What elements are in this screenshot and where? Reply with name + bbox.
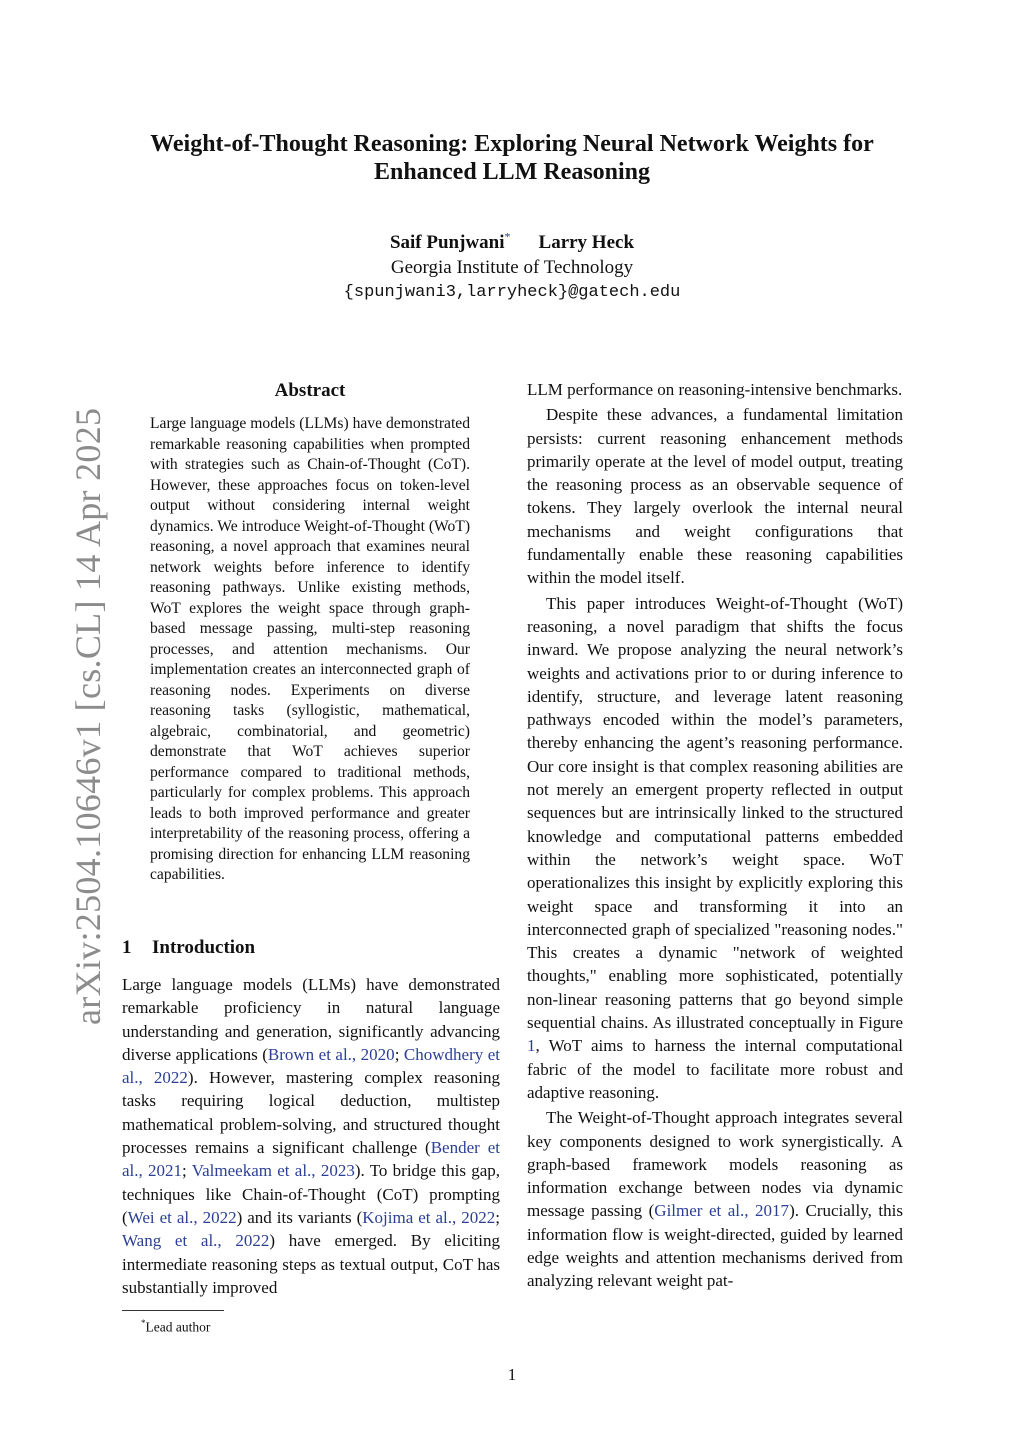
arxiv-stamp xyxy=(28,407,108,1025)
text-run: , WoT aims to harness the internal computational fabric of the model to facilitate more robust and adaptive reasoning. xyxy=(527,1036,903,1102)
footnote xyxy=(141,1314,210,1337)
text-run: ). To bridge this gap, techniques like Chain-of-Thought (CoT) prompting ( xyxy=(122,1161,500,1227)
introduction-section xyxy=(122,937,500,1299)
author-1: Saif Punjwani xyxy=(389,232,505,253)
citation-link[interactable]: Wang et al., 2022 xyxy=(122,1231,270,1251)
right-column xyxy=(527,378,903,1293)
text-run: The Weight-of-Thought approach integrates several key components designed to work synergistically. A graph-based framework models reasoning as information exchange between nodes via dynamic message passing ( xyxy=(527,1108,903,1221)
citation-link[interactable]: Chowdhery et al., 2022 xyxy=(122,1044,500,1088)
continued-paragraph: LLM performance on reasoning-intensive benchmarks. xyxy=(527,380,903,399)
text-run: ). However, mastering complex reasoning tasks requiring logical deduction, multistep mathematical problem-solving, and structured thought processes remains a significant challenge ( xyxy=(122,1068,500,1158)
abstract-text: Large language models (LLMs) have demonstrated remarkable reasoning capabilities when prompted with strategies such as Chain-of-Thought (CoT). However, these approaches focus on token-level output without considering internal weight dynamics. We introduce Weight-of-Thought (WoT) reasoning, a novel approach that examines neural network weights before inference to identify reasoning pathways. Unlike existing methods, WoT explores the weight space through graph-based message passing, multi-step reasoning processes, and attention mechanisms. Our implementation creates an interconnected graph of reasoning nodes. Experiments on diverse reasoning tasks (syllogistic, mathematical, algebraic, combinatorial, and geometric) demonstrate that WoT achieves superior performance compared to traditional methods, particularly for complex problems. This approach leads to both improved performance and greater interpretability of the reasoning process, offering a promising direction for enhancing LLM reasoning capabilities. xyxy=(150,415,471,883)
author-names xyxy=(0,230,1024,255)
page-number: 1 xyxy=(507,1365,517,1384)
author-2: Larry Heck xyxy=(538,232,635,253)
title-line-2: Enhanced LLM Reasoning xyxy=(373,159,651,185)
arxiv-identifier: arXiv:2504.10646v1 [cs.CL] 14 Apr 2025 xyxy=(68,407,108,1025)
text-run: ) and its variants ( xyxy=(236,1207,363,1227)
section-heading xyxy=(122,937,500,959)
citation-link[interactable]: Kojima et al., 2022 xyxy=(362,1207,496,1227)
paper-title xyxy=(0,130,1024,186)
text-run: ; xyxy=(495,1207,500,1227)
text-run: Large language models (LLMs) have demonstrated remarkable proficiency in natural language understanding and generation, significantly advancing diverse applications ( xyxy=(122,975,500,1064)
footnote-text: Lead author xyxy=(145,1319,211,1335)
title-line-1: Weight-of-Thought Reasoning: Exploring Neural Network Weights for xyxy=(150,131,874,157)
abstract xyxy=(150,380,470,886)
figure-reference-link[interactable]: 1 xyxy=(527,1036,536,1056)
author-block xyxy=(0,230,1024,305)
text-run: ; xyxy=(182,1161,192,1181)
citation-link[interactable]: Gilmer et al., 2017 xyxy=(654,1201,790,1221)
abstract-heading: Abstract xyxy=(274,380,346,401)
limitations-paragraph: Despite these advances, a fundamental limitation persists: current reasoning enhancement methods primarily operate at the level of model output, treating the reasoning process as an observable sequence of tokens. They largely overlook the internal neural mechanisms and weight configurations that fundamentally enable these reasoning capabilities within the model itself. xyxy=(527,405,903,588)
text-run: ) have emerged. By eliciting intermediate reasoning steps as textual output, CoT has substantially improved xyxy=(122,1231,500,1297)
lead-author-mark[interactable]: * xyxy=(504,229,511,244)
text-run: ). Crucially, this information flow is weight-directed, guided by learned edge weights and attention mechanisms derived from analyzing relevant weight pat- xyxy=(527,1201,903,1291)
footnote-divider xyxy=(122,1310,224,1311)
citation-link[interactable]: Bender et al., 2021 xyxy=(122,1138,500,1181)
footnote-mark: * xyxy=(141,1318,146,1328)
citation-link[interactable]: Valmeekam et al., 2023 xyxy=(191,1161,355,1181)
text-run: This paper introduces Weight-of-Thought (WoT) reasoning, a novel paradigm that shifts the focus inward. We propose analyzing the neural network’s weights and activations prior to or during inference to identify, structure, and leverage latent reasoning pathways encoded within the model’s parameters, thereby enhancing the agent’s reasoning performance. Our core insight is that complex reasoning abilities are not merely an emergent property reflected in output sequences but are intrinsically linked to the structured knowledge and computational patterns embedded within the network’s weight space. WoT operationalizes this insight by explicitly exploring this weight space and transforming it into an interconnected graph of specialized "reasoning nodes." This creates a dynamic "network of weighted thoughts," enabling more sophisticated, potentially non-linear reasoning patterns that go beyond simple sequential chains. As illustrated conceptually in Figure xyxy=(527,593,903,1033)
affiliation: Georgia Institute of Technology xyxy=(390,257,634,278)
citation-link[interactable]: Wei et al., 2022 xyxy=(127,1207,237,1227)
components-paragraph xyxy=(527,1106,903,1292)
wot-introduction-paragraph xyxy=(527,592,903,1105)
text-run: ; xyxy=(394,1044,404,1064)
citation-link[interactable]: Brown et al., 2020 xyxy=(267,1044,395,1064)
author-email: {spunjwani3,larryheck}@gatech.edu xyxy=(343,283,681,302)
section-number: 1 xyxy=(122,937,132,958)
intro-paragraph xyxy=(122,973,500,1299)
section-title: Introduction xyxy=(152,937,256,958)
